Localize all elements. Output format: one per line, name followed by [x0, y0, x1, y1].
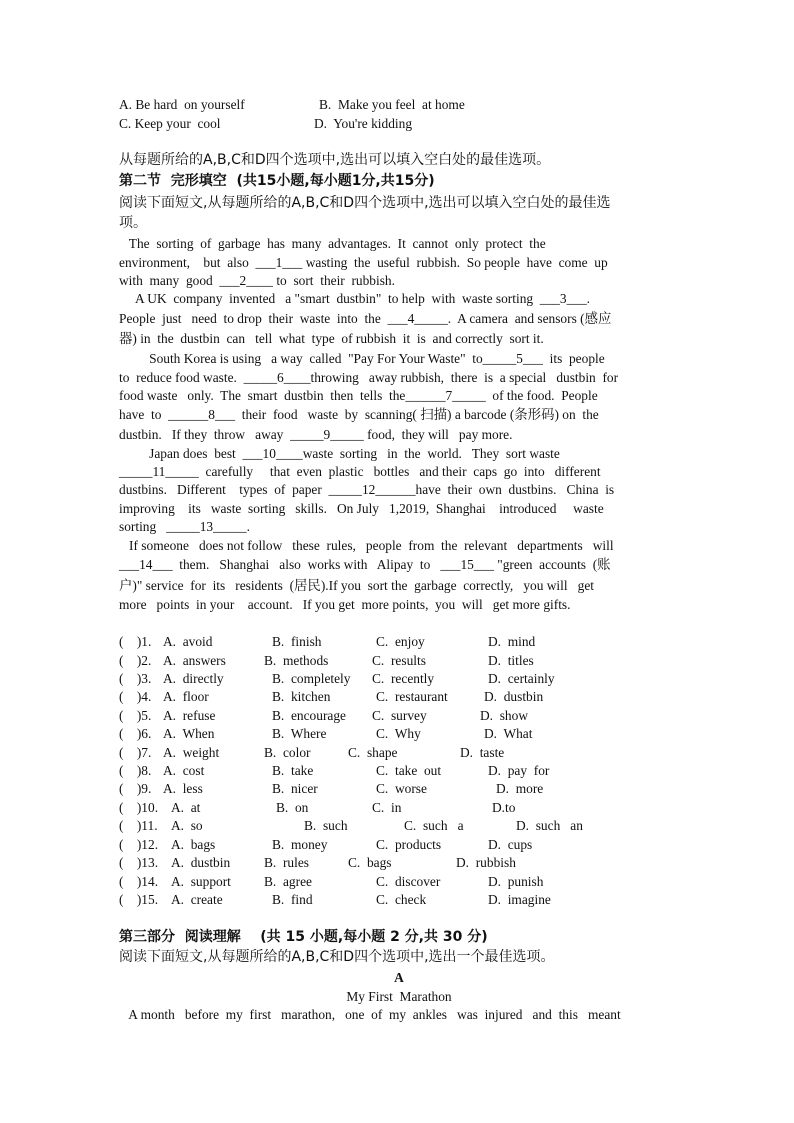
choice-a: A. bags [171, 837, 216, 852]
passage-label: A [394, 970, 404, 985]
choice-c: C. check [376, 892, 427, 907]
option-d: D. You're kidding [314, 116, 413, 131]
passage-line: A UK company invented a "smart dustbin" to help with waste sorting ___3___. [119, 291, 590, 306]
choice-a: A. avoid [163, 634, 213, 649]
choice-c: C. worse [376, 781, 427, 796]
question-row [119, 707, 679, 725]
choice-d: D. rubbish [456, 855, 516, 870]
question-row [119, 891, 679, 909]
passage-line: food waste only. The smart dustbin then tells the______7_____ of the food. People [119, 388, 598, 403]
passage-line: more points in your account. If you get more points, you will get more gifts. [119, 597, 571, 612]
question-number: ( )2. [119, 653, 152, 668]
question-row [119, 854, 679, 872]
choice-c: C. shape [348, 745, 398, 760]
question-number: ( )9. [119, 781, 152, 796]
passage-line: People just need to drop their waste into the ___4_____. A camera and sensors (感应 [119, 311, 612, 326]
choice-c: C. take out [376, 763, 442, 778]
choice-a: A. floor [163, 689, 209, 704]
choice-c: C. discover [376, 874, 441, 889]
question-number: ( )6. [119, 726, 152, 741]
choice-c: C. results [372, 653, 426, 668]
passage-line: environment, but also ___1___ wasting the useful rubbish. So people have come up [119, 255, 608, 270]
choice-b: B. kitchen [272, 689, 331, 704]
passage-line: ___14___ them. Shanghai also works with Alipay to ___15___ "green accounts (账 [119, 557, 611, 572]
choice-a: A. so [171, 818, 203, 833]
section-title: 第二节 完形填空 (共15小题,每小题1分,共15分) [119, 173, 435, 189]
choice-c: C. Why [376, 726, 421, 741]
choice-d: D. such an [516, 818, 583, 833]
choice-b: B. completely [272, 671, 351, 686]
question-number: ( )3. [119, 671, 152, 686]
choice-b: B. money [272, 837, 328, 852]
passage-line: dustbin. If they throw away _____9_____ food, they will pay more. [119, 427, 513, 442]
choice-c: C. such a [404, 818, 464, 833]
passage-line: 器) in the dustbin can tell what type of rubbish it is and correctly sort it. [119, 331, 544, 346]
choice-a: A. directly [163, 671, 224, 686]
part3-title: 第三部分 阅读理解 (共 15 小题,每小题 2 分,共 30 分) [119, 929, 488, 945]
passage-line: Japan does best ___10____waste sorting in the world. They sort waste [119, 446, 560, 461]
question-row [119, 817, 679, 835]
question-number: ( )15. [119, 892, 159, 907]
choice-d: D. titles [488, 653, 534, 668]
story-first-line: A month before my first marathon, one of my ankles was injured and this meant [119, 1007, 621, 1022]
passage-line: If someone does not follow these rules, people from the relevant departments will [119, 538, 614, 553]
choice-d: D. imagine [488, 892, 551, 907]
choice-b: B. Where [272, 726, 327, 741]
passage-line: have to ______8___ their food waste by scanning( 扫描) a barcode (条形码) on the [119, 407, 599, 422]
choice-a: A. weight [163, 745, 220, 760]
question-number: ( )12. [119, 837, 159, 852]
question-number: ( )14. [119, 874, 159, 889]
section-intro-cont: 项。 [119, 215, 147, 231]
question-row [119, 633, 679, 651]
choice-c: C. survey [372, 708, 427, 723]
question-row [119, 670, 679, 688]
passage-line: improving its waste sorting skills. On July 1,2019, Shanghai introduced waste [119, 501, 604, 516]
option-c: C. Keep your cool [119, 116, 221, 131]
question-row [119, 836, 679, 854]
question-number: ( )10. [119, 800, 159, 815]
choice-b: B. find [272, 892, 313, 907]
choice-d: D. pay for [488, 763, 550, 778]
choice-a: A. at [171, 800, 201, 815]
question-row [119, 762, 679, 780]
choice-b: B. encourage [272, 708, 346, 723]
passage-line: The sorting of garbage has many advantages. It cannot only protect the [119, 236, 546, 251]
passage-line: to reduce food waste. _____6____throwing away rubbish, there is a special dustbin for [119, 370, 619, 385]
choice-b: B. such [304, 818, 348, 833]
question-row [119, 744, 679, 762]
choice-d: D. cups [488, 837, 533, 852]
choice-a: A. answers [163, 653, 226, 668]
question-number: ( )1. [119, 634, 152, 649]
choice-b: B. take [272, 763, 314, 778]
choice-d: D.to [492, 800, 516, 815]
choice-d: D. mind [488, 634, 536, 649]
choice-c: C. recently [372, 671, 435, 686]
choice-b: B. agree [264, 874, 312, 889]
question-number: ( )13. [119, 855, 159, 870]
question-number: ( )5. [119, 708, 152, 723]
choice-d: D. show [480, 708, 528, 723]
option-a: A. Be hard on yourself [119, 97, 245, 112]
passage-line: South Korea is using a way called "Pay For Your Waste" to_____5___ its people [119, 351, 605, 366]
choice-b: B. on [276, 800, 309, 815]
choice-c: C. bags [348, 855, 392, 870]
choice-a: A. When [163, 726, 215, 741]
question-row [119, 688, 679, 706]
choice-c: C. restaurant [376, 689, 448, 704]
question-row [119, 780, 679, 798]
passage-line: _____11_____ carefully that even plastic bottles and their caps go into different [119, 464, 601, 479]
passage-line: with many good ___2____ to sort their rubbish. [119, 273, 395, 288]
choice-d: D. dustbin [484, 689, 544, 704]
question-number: ( )7. [119, 745, 152, 760]
question-number: ( )4. [119, 689, 152, 704]
choice-d: D. certainly [488, 671, 555, 686]
choice-b: B. rules [264, 855, 310, 870]
choice-c: C. products [376, 837, 442, 852]
question-number: ( )11. [119, 818, 158, 833]
section-intro: 阅读下面短文,从每题所给的A,B,C和D四个选项中,选出可以填入空白处的最佳选 [119, 195, 611, 211]
prev-options-row-1 [119, 96, 679, 114]
choice-a: A. create [171, 892, 223, 907]
question-row [119, 873, 679, 891]
part3-instruction: 阅读下面短文,从每题所给的A,B,C和D四个选项中,选出一个最佳选项。 [119, 949, 555, 965]
question-row [119, 799, 679, 817]
choice-b: B. color [264, 745, 311, 760]
question-row [119, 725, 679, 743]
section-instruction: 从每题所给的A,B,C和D四个选项中,选出可以填入空白处的最佳选项。 [119, 152, 551, 168]
choice-c: C. enjoy [376, 634, 425, 649]
option-b: B. Make you feel at home [319, 97, 465, 112]
choice-a: A. refuse [163, 708, 216, 723]
choice-d: D. more [496, 781, 544, 796]
choice-a: A. support [171, 874, 231, 889]
choice-a: A. dustbin [171, 855, 231, 870]
passage-line: sorting _____13_____. [119, 519, 250, 534]
choice-c: C. in [372, 800, 402, 815]
question-number: ( )8. [119, 763, 152, 778]
choice-a: A. cost [163, 763, 205, 778]
question-row [119, 652, 679, 670]
choice-b: B. nicer [272, 781, 318, 796]
prev-options-row-2 [119, 115, 679, 133]
choice-a: A. less [163, 781, 203, 796]
choice-b: B. methods [264, 653, 329, 668]
passage-line: 户)" service for its residents (居民).If you sort the garbage correctly, you will get [119, 578, 594, 593]
choice-d: D. taste [460, 745, 505, 760]
story-title: My First Marathon [346, 989, 452, 1004]
choice-d: D. What [484, 726, 533, 741]
choice-d: D. punish [488, 874, 544, 889]
passage-line: dustbins. Different types of paper _____12______have their own dustbins. China is [119, 482, 615, 497]
choice-b: B. finish [272, 634, 322, 649]
